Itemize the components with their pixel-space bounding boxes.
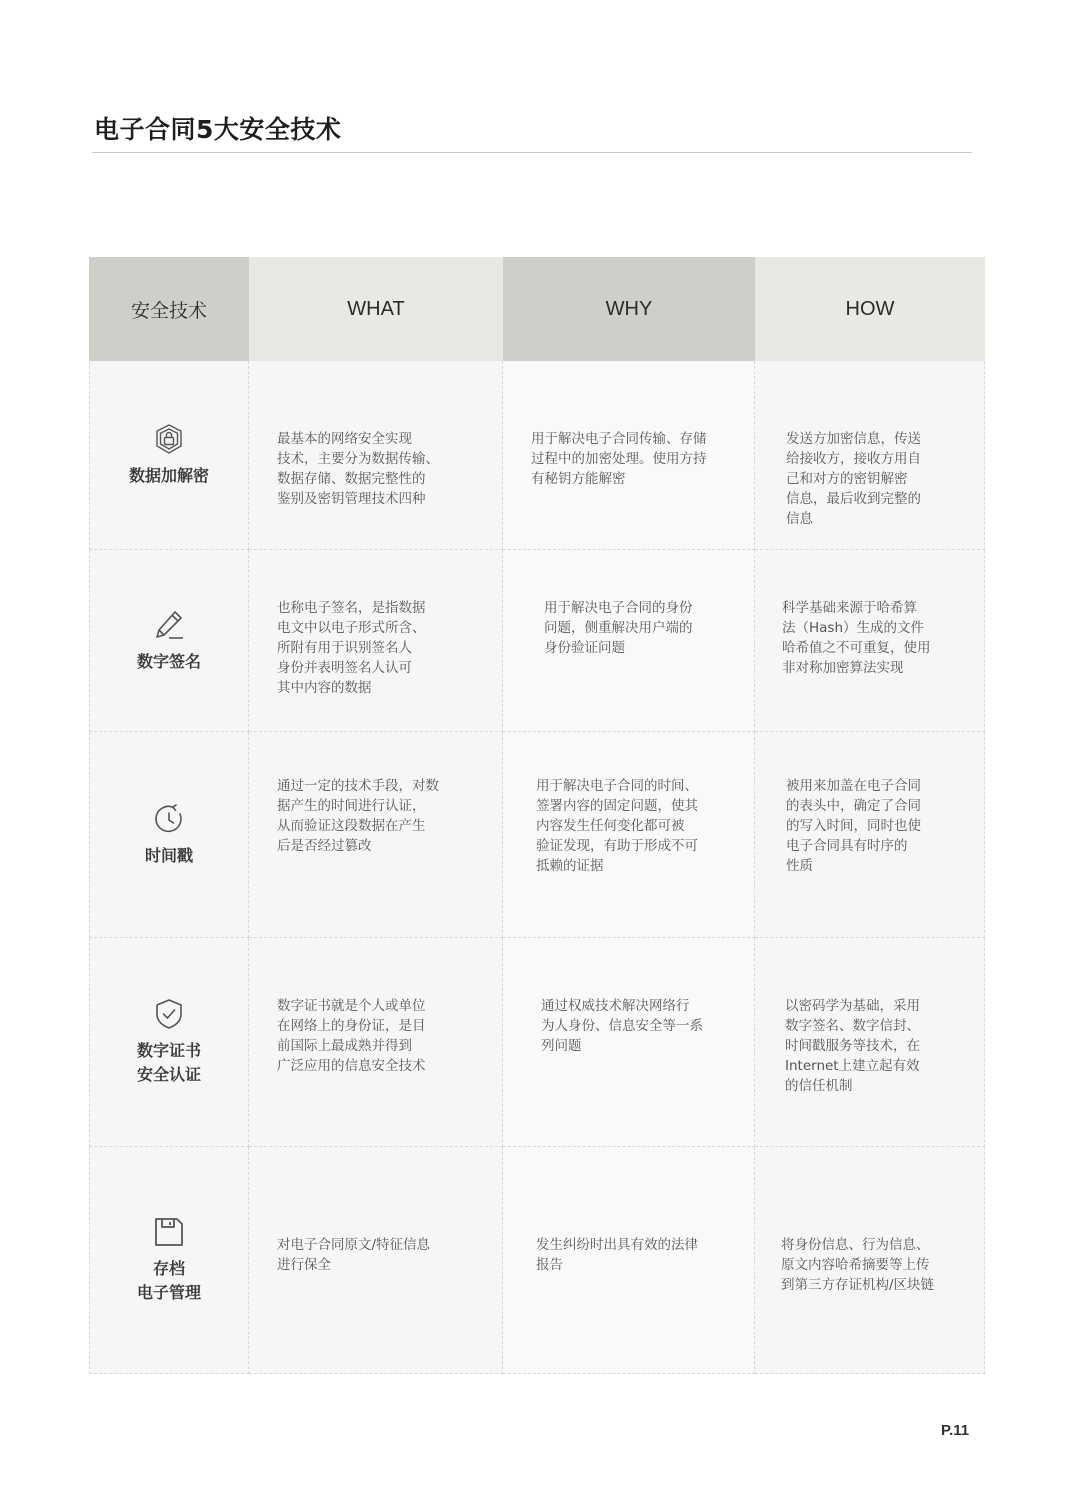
how-cell	[755, 1147, 985, 1374]
what-cell	[249, 732, 503, 938]
tech-cell-archive	[89, 1147, 249, 1374]
how-text: 以密码学为基础，采用 数字签名、数字信封、 时间戳服务等技术，在 Internet上建立起有效 的信任机制	[785, 998, 920, 1094]
what-cell	[249, 361, 503, 550]
why-cell	[503, 732, 755, 938]
header-security-tech: 安全技术	[89, 257, 249, 361]
why-text: 用于解决电子合同的身份 问题，侧重解决用户端的 身份验证问题	[544, 600, 693, 656]
why-text: 发生纠纷时出具有效的法律 报告	[536, 1237, 698, 1273]
what-text: 数字证书就是个人或单位 在网络上的身份证，是目 前国际上最成熟并得到 广泛应用的信息安全技术	[277, 998, 426, 1074]
how-text: 发送方加密信息，传送 给接收方，接收方用自 己和对方的密钥解密 信息，最后收到完整的 信息	[786, 431, 921, 527]
why-cell	[503, 361, 755, 550]
clock-icon	[152, 802, 186, 836]
what-cell	[249, 938, 503, 1147]
title-divider	[92, 152, 972, 153]
tech-name: 数据加解密	[128, 466, 209, 485]
what-text: 通过一定的技术手段，对数 据产生的时间进行认证， 从而验证这段数据在产生 后是否经过篡改	[277, 778, 439, 854]
tech-name: 时间戳	[144, 845, 193, 865]
page-title: 电子合同5大安全技术	[94, 115, 342, 144]
security-tech-table	[89, 257, 985, 1375]
header-what: WHAT	[249, 257, 503, 361]
tech-cell-signature	[89, 550, 249, 732]
what-text: 也称电子签名，是指数据 电文中以电子形式所含、 所附有用于识别签名人 身份并表明签名人认可 其中内容的数据	[277, 600, 426, 696]
why-text: 用于解决电子合同的时间、 签署内容的固定问题，使其 内容发生任何变化都可被 验证发现，有助于形成不可 抵赖的证据	[536, 778, 698, 874]
how-cell	[755, 938, 985, 1147]
tech-cell-certificate	[89, 938, 249, 1147]
header-why: WHY	[503, 257, 755, 361]
why-cell	[503, 1147, 755, 1374]
page-number: P.11	[941, 1422, 970, 1439]
how-text: 被用来加盖在电子合同 的表头中，确定了合同 的写入时间，同时也使 电子合同具有时序的 性质	[786, 778, 921, 874]
header-how: HOW	[755, 257, 985, 361]
how-text: 将身份信息、行为信息、 原文内容哈希摘要等上传 到第三方存证机构/区块链	[781, 1237, 935, 1293]
what-cell	[249, 1147, 503, 1374]
how-text: 科学基础来源于哈希算 法（Hash）生成的文件 哈希值之不可重复，使用 非对称加密算法实现	[782, 600, 931, 676]
what-text: 最基本的网络安全实现 技术，主要分为数据传输、 数据存储、数据完整性的 鉴别及密钥管理技术四种	[277, 431, 439, 507]
shield-check-icon	[152, 997, 186, 1031]
tech-name: 数字签名	[136, 651, 201, 671]
tech-cell-encryption	[89, 361, 249, 550]
why-text: 用于解决电子合同传输、存储 过程中的加密处理。使用方持 有秘钥方能解密	[531, 431, 707, 487]
save-icon	[152, 1215, 186, 1249]
why-text: 通过权威技术解决网络行 为人身份、信息安全等一系 列问题	[541, 998, 703, 1054]
how-cell	[755, 550, 985, 732]
tech-name: 数字证书 安全认证	[136, 1041, 201, 1084]
why-cell	[503, 938, 755, 1147]
tech-cell-timestamp	[89, 732, 249, 938]
why-cell	[503, 550, 755, 732]
what-text: 对电子合同原文/特征信息 进行保全	[277, 1237, 431, 1273]
how-cell	[755, 732, 985, 938]
pen-icon	[152, 608, 186, 642]
how-cell	[755, 361, 985, 550]
tech-name: 存档 电子管理	[136, 1259, 201, 1302]
shield-lock-icon	[152, 422, 186, 456]
what-cell	[249, 550, 503, 732]
